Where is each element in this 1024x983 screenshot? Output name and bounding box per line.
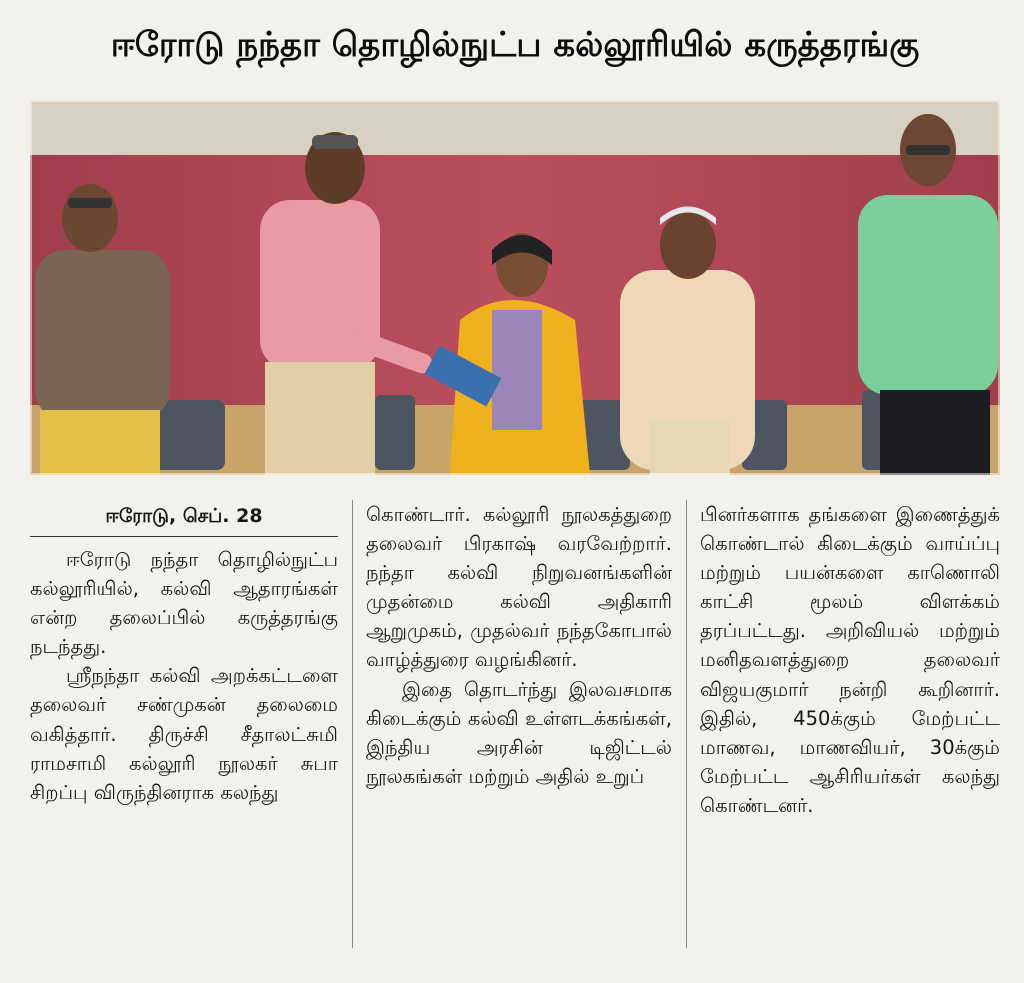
news-photo — [30, 100, 1000, 475]
article-column-3 — [700, 500, 1000, 960]
dateline-rule — [30, 536, 338, 537]
paragraph: பினர்களாக தங்களை இணைத்துக் கொண்டால் கிடைக்கும் வாய்ப்பு மற்றும் பயன்களை காணொலி காட்சி மூலம் விளக்கம் தரப்பட்டது. அறிவியல் மற்றும் மனிதவளத்துறை தலைவர் விஜயகுமார் நன்றி கூறினார். இதில், 450க்கும் மேற்பட்ட மாணவ, மாணவியர், 30க்கும் மேற்பட்ட ஆசிரியர்கள் கலந்து கொண்டனர். — [700, 503, 1000, 817]
paragraph: ஸ்ரீநந்தா கல்வி அறக்கட்டளை தலைவர் சண்முகன் தலைமை வகித்தார். திருச்சி சீதாலட்சுமி ராமசாமி கல்லூரி நூலகர் சுபா சிறப்பு விருந்தினராக கலந்து — [30, 664, 338, 804]
photo-illustration — [30, 100, 1000, 475]
ceiling — [30, 100, 1000, 160]
dateline: ஈரோடு, செப். 28 — [105, 505, 263, 527]
column-divider — [686, 500, 687, 948]
paragraph: ஈரோடு நந்தா தொழில்நுட்ப கல்லூரியில், கல்வி ஆதாரங்கள் என்ற தலைப்பில் கருத்தரங்கு நடந்தது. — [30, 548, 338, 659]
chair — [375, 395, 415, 470]
column-divider — [352, 500, 353, 948]
paragraph: கொண்டார். கல்லூரி நூலகத்துறை தலைவர் பிரகாஷ் வரவேற்றார். நந்தா கல்வி நிறுவனங்களின் முதன்மை கல்வி அதிகாரி ஆறுமுகம், முதல்வர் நந்தகோபால் வாழ்த்துரை வழங்கினர். — [366, 503, 672, 672]
headline: ஈரோடு நந்தா தொழில்நுட்ப கல்லூரியில் கருத்தரங்கு — [110, 25, 920, 65]
article-column-2 — [366, 500, 672, 960]
paragraph: இதை தொடர்ந்து இலவசமாக கிடைக்கும் கல்வி உள்ளடக்கங்கள், இந்திய அரசின் டிஜிட்டல் நூலகங்கள் மற்றும் அதில் உறுப் — [366, 677, 672, 788]
article-column-1 — [30, 500, 338, 960]
